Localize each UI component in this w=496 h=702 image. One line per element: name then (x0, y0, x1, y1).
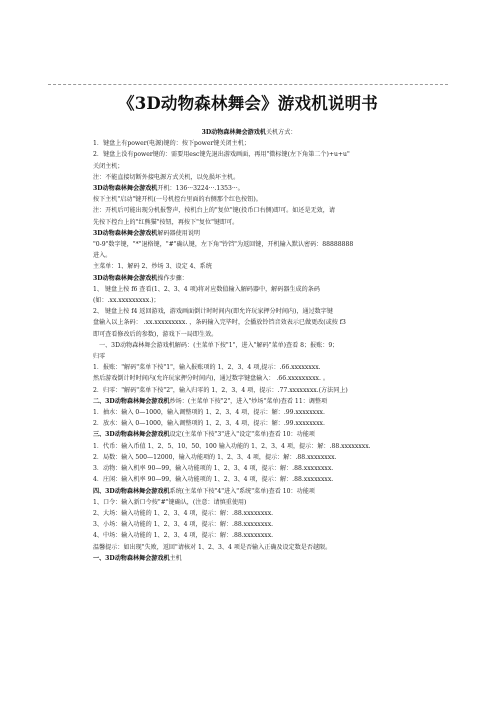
document-line (93, 385, 405, 396)
line-text: 1、 键盘上按 f6 查看(1、2、3、4 项)将对应数值输入解码器中，解码器生成的条码 (93, 285, 320, 293)
line-text: 2．局数：输入 500—12000，输入功能项的 1、2、3、4 项，提示：解：.88.xxxxxxxx. (93, 453, 337, 461)
document-line (93, 463, 405, 474)
line-text: 炒场：(主菜单下按"2"，进入"炒场"菜单)查看 11：调整项 (169, 397, 328, 405)
document-line (93, 205, 405, 216)
document-line (93, 149, 405, 160)
document-line (93, 228, 405, 239)
line-text: 3、小场：输入功能的 1、2、3、4 项，提示：解：.88.xxxxxxxx. (93, 521, 274, 529)
document-line (93, 362, 405, 373)
line-text: 按下主机"启动"键开机(一号机控台里面的右侧那个红色按钮)。 (93, 196, 262, 204)
document-line (93, 497, 405, 508)
line-text: 1．抽水：输入 0—1000，输入调整项的 1、2、3、4 项，提示：解：.99.xxxxxxxx. (93, 409, 325, 417)
document-line (93, 418, 405, 429)
line-text: 1．代币：输入币值 1、2、5、10、50、100 输入功能的 1、2、3、4 项，提示：解：.88.xxxxxxxx. (93, 442, 371, 450)
document-line (93, 452, 405, 463)
document-line (93, 429, 405, 440)
document-line (93, 553, 405, 564)
line-text: 2、大场：输入功能的 1、2、3、4 项，提示：解：.88.xxxxxxxx. (93, 509, 274, 517)
line-text: 主菜单：1、解码 2、炒场 3、设定 4、系统 (93, 263, 212, 271)
line-text: (如：.xx.xxxxxxxxx.)； (93, 297, 160, 305)
document-line (93, 217, 405, 228)
document-line (93, 261, 405, 272)
bold-term: 3D动物森林舞会游戏机 (93, 185, 158, 193)
line-text: 注：开机后可能出现分机报警声，按机台上的"复位"键(投币口右侧)即可。如还是无效，请 (93, 207, 335, 215)
line-text: 进入。 (93, 252, 112, 260)
section-heading (93, 127, 405, 138)
document-line (93, 161, 405, 172)
page-title: 《3D动物森林舞会》游戏机说明书 (118, 94, 378, 113)
document-line (93, 340, 405, 351)
line-text: 一、3D动物森林舞会游戏机解码：(主菜单下按"1"，进入"解码"菜单)查看 8；报账：9； (99, 341, 339, 349)
document-line (93, 542, 405, 553)
line-text: 1、口令：输入新口令按"#"键确认，(注意：请慎重使用) (93, 498, 247, 506)
document-line (93, 284, 405, 295)
document-line (93, 172, 405, 183)
document-line (93, 373, 405, 384)
line-text: 即可查看修改后的参数)，游戏下一局即生效。 (93, 330, 218, 338)
line-text: 4．庄闲：输入机率 90—99，输入功能项的 1、2、3、4 项，提示：解：.88.xxxxxxxx. (93, 476, 334, 484)
line-text: "0-9"数字键，"*"退格键，"#"确认键，左下角"铃铛"为返回键，开机输入默认密码：88888888 (93, 241, 354, 249)
document-line (93, 508, 405, 519)
document-line (93, 407, 405, 418)
bold-term: 二、3D动物森林舞会游戏机 (93, 397, 170, 405)
line-text: 主机 (169, 554, 182, 562)
header-divider (48, 84, 448, 85)
line-text: 4、中场：输入功能的 1、2、3、4 项，提示：解：.88.xxxxxxxx. (93, 532, 274, 540)
line-text: 2、 键盘上按 f4 返回游戏，游戏画面倒计时时间内(即允许玩家押分时间内)，通过数字键 (93, 308, 333, 316)
document-line (93, 250, 405, 261)
line-text: 注：不能直接切断外接电源方式关机，以免损坏主机。 (93, 173, 240, 181)
document-line (93, 239, 405, 250)
line-text: 盘输入以上条码： .xx.xxxxxxxxx. ，条码输入完毕时，会播放铃铛音效表示已做更改(或按 f3 (93, 319, 346, 327)
document-line (93, 441, 405, 452)
line-text: 先按下控台上的"红熊猫"按钮，再按下"复位"键即可。 (93, 218, 239, 226)
line-text: 设定(主菜单下按"3"进入"设定"菜单)查看 10：功能项 (169, 431, 315, 439)
line-text: 操作步骤： (157, 274, 188, 282)
line-text: 关闭主机； (93, 162, 124, 170)
document-line (93, 138, 405, 149)
document-line (93, 273, 405, 284)
document-line (93, 351, 405, 362)
document-body (93, 127, 405, 564)
bold-term: 3D动物森林舞会游戏机 (93, 229, 158, 237)
line-text: 温馨提示：如出现"失败，返回"请核对 1、2、3、4 项是否输入正确及设定数是否越限。 (93, 543, 332, 551)
heading-bold: 3D动物森林舞会游戏机 (201, 129, 266, 136)
document-line (93, 295, 405, 306)
line-text: 解码器使用说明 (157, 229, 201, 237)
bold-term: 四、3D动物森林舞会游戏机 (93, 487, 170, 495)
heading-suffix: 关机方式： (265, 129, 297, 136)
line-text: 然后游戏倒计时时间内(允许玩家押分时间内)，通过数字键盘输入： .66.xxxxxxxxx. 。 (93, 375, 329, 383)
line-text: 2．放水：输入 0—1000，输入调整项的 1、2、3、4 项，提示：解：.99.xxxxxxxx. (93, 420, 325, 428)
bold-term: 三、3D动物森林舞会游戏机 (93, 431, 170, 439)
line-text: 2．归零："解码"菜单下按"2"，输入归零的 1、2、3、4 项，提示：.77.xxxxxxxx.(方法同上) (93, 386, 348, 394)
document-line (93, 194, 405, 205)
line-text: 1．键盘上有power(电源)键的：按下power键关闭主机； (93, 140, 250, 148)
line-text: 归零 (93, 353, 106, 361)
line-text: 开机：136···3224···.1353···。 (157, 185, 244, 193)
bold-term: 一、3D动物森林舞会游戏机 (93, 554, 170, 562)
document-line (93, 306, 405, 317)
line-text: 3．动物：输入机率 90—99，输入功能项的 1、2、3、4 项，提示：解：.88.xxxxxxxx. (93, 465, 334, 473)
document-line (93, 474, 405, 485)
bold-term: 3D动物森林舞会游戏机 (93, 274, 158, 282)
document-line (93, 519, 405, 530)
line-text: 1．报账："解码"菜单下按"1"，输入报账项的 1、2、3、4 项,提示：.66.xxxxxxxx. (93, 364, 321, 372)
document-line (93, 317, 405, 328)
line-text: 2．键盘上没有power键的：需要用esc键先退出游戏画面，再用"微标键(左下角第二个)+u+u" (93, 151, 350, 159)
document-line (93, 396, 405, 407)
document-line (93, 329, 405, 340)
document-line (93, 183, 405, 194)
line-text: 系统(主菜单下按"4"进入"系统"菜单)查看 10：功能项 (169, 487, 315, 495)
document-line (93, 486, 405, 497)
document-line (93, 530, 405, 541)
